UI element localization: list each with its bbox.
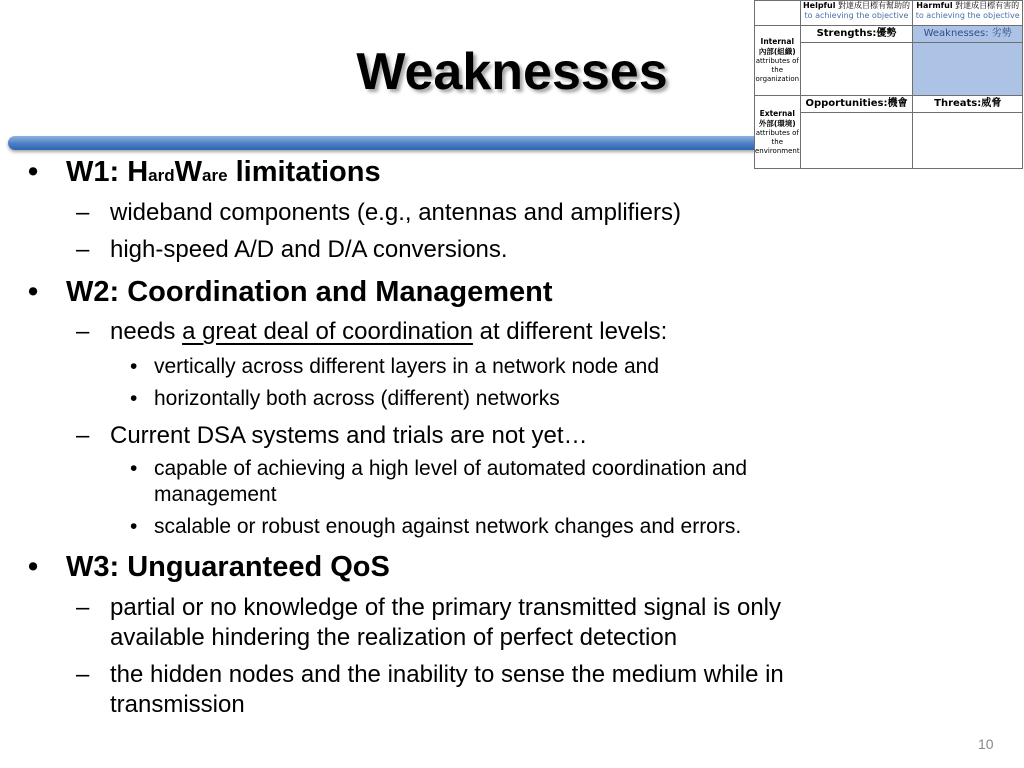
sub-bullet-dot: • xyxy=(130,355,138,378)
bullet-w3-heading: W3: Unguaranteed QoS xyxy=(66,551,390,583)
w2-item-1: needs a great deal of coordination at different levels: xyxy=(110,318,668,345)
underlined-phrase: a great deal of coordination xyxy=(182,318,473,345)
w2-sub-3: capable of achieving a high level of automated coordination and xyxy=(154,457,748,480)
bullet-dot: • xyxy=(28,551,39,583)
dash-marker: – xyxy=(76,318,90,345)
swot-col-harmful: Harmful 對達成目標有害的 to achieving the objective xyxy=(913,1,1023,26)
w2-sub-3-cont: management xyxy=(154,483,277,506)
dash-marker: – xyxy=(76,422,90,449)
swot-strengths-label: Strengths:優勢 xyxy=(801,26,913,43)
bullet-dot: • xyxy=(28,276,39,308)
w1-item-2: high-speed A/D and D/A conversions. xyxy=(110,236,508,263)
dash-marker: – xyxy=(76,236,90,263)
w2-sub-4: scalable or robust enough against network changes and errors. xyxy=(154,515,742,538)
bullet-w1-heading: W1: HardWare limitations xyxy=(66,156,381,188)
sub-bullet-dot: • xyxy=(130,515,138,538)
sub-bullet-dot: • xyxy=(130,457,138,480)
swot-threats-label: Threats:威脅 xyxy=(913,96,1022,113)
bullet-dot: • xyxy=(28,156,39,188)
dash-marker: – xyxy=(76,199,90,226)
bullet-w2-heading: W2: Coordination and Management xyxy=(66,276,553,308)
dash-marker: – xyxy=(76,661,90,688)
slide-title: Weaknesses xyxy=(356,43,668,101)
w2-sub-1: vertically across different layers in a network node and xyxy=(154,355,660,378)
swot-opportunities-label: Opportunities:機會 xyxy=(801,96,913,113)
w1-item-1: wideband components (e.g., antennas and amplifiers) xyxy=(110,199,682,226)
swot-row-external: External 外部(環境) attributes of the environment xyxy=(755,96,801,169)
swot-row-internal: Internal 內部(組織) attributes of the organization xyxy=(755,26,801,96)
w3-item-1: partial or no knowledge of the primary transmitted signal is only xyxy=(110,594,781,621)
dash-marker: – xyxy=(76,594,90,621)
w3-item-2: the hidden nodes and the inability to sense the medium while in xyxy=(110,661,784,688)
w2-item-2: Current DSA systems and trials are not yet… xyxy=(110,422,588,449)
swot-col-helpful: Helpful 對達成目標有幫助的 to achieving the objective xyxy=(800,1,913,26)
w2-sub-2: horizontally both across (different) networks xyxy=(154,387,560,410)
swot-weaknesses-label: Weaknesses: 劣勢 xyxy=(913,26,1022,43)
w3-item-2-cont: transmission xyxy=(110,691,245,718)
page-number: 10 xyxy=(978,736,994,752)
w3-item-1-cont: available hindering the realization of perfect detection xyxy=(110,624,678,651)
sub-bullet-dot: • xyxy=(130,387,138,410)
